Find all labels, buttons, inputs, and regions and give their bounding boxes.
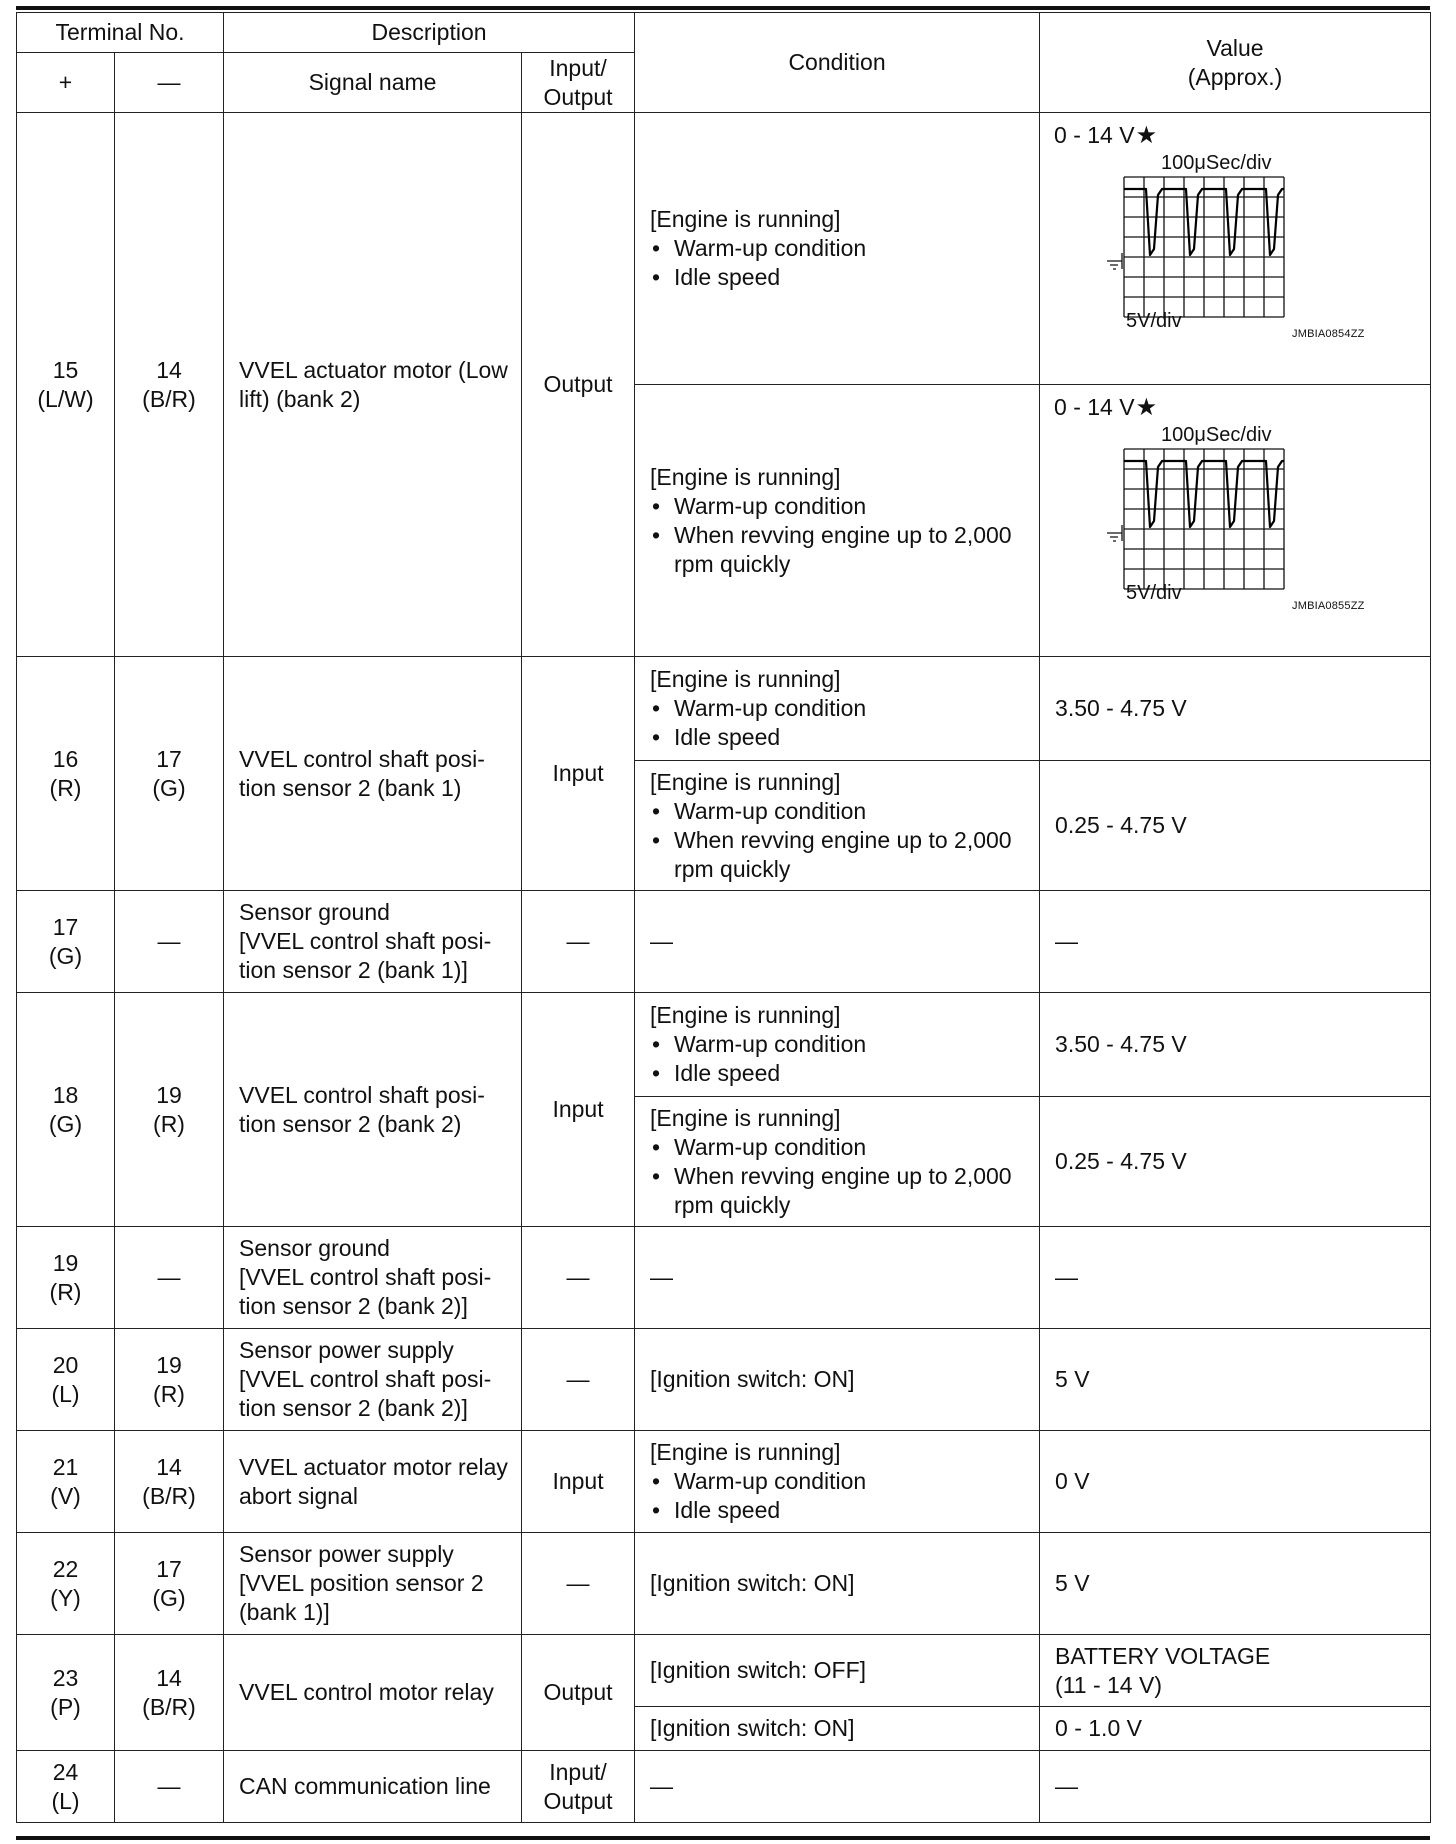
table-row xyxy=(17,1329,1431,1431)
condition-cell xyxy=(635,761,1040,891)
ground-symbol xyxy=(1107,253,1122,269)
condition-heading: [Engine is running] xyxy=(650,1002,841,1028)
io-type: — xyxy=(522,1329,635,1431)
condition-cell xyxy=(635,1329,1040,1431)
oscilloscope-figure xyxy=(1054,113,1394,343)
value-cell: 0 - 1.0 V xyxy=(1040,1707,1431,1751)
condition-cell xyxy=(635,993,1040,1097)
condition-text: [Ignition switch: OFF] xyxy=(650,1657,867,1683)
condition-heading: [Engine is running] xyxy=(650,666,841,692)
condition-text: [Ignition switch: ON] xyxy=(650,1715,855,1741)
terminal-minus: — xyxy=(115,1227,224,1329)
table-header xyxy=(17,13,1431,113)
terminal-minus: 14 (B/R) xyxy=(115,113,224,657)
condition-bullets xyxy=(650,694,1039,752)
terminal-minus: — xyxy=(115,1751,224,1823)
value-cell: 5 V xyxy=(1040,1533,1431,1635)
terminal-minus: 17 (G) xyxy=(115,1533,224,1635)
table-body xyxy=(17,113,1431,1823)
terminal-plus: 21 (V) xyxy=(17,1431,115,1533)
terminal-minus: — xyxy=(115,891,224,993)
condition-text: [Ignition switch: ON] xyxy=(650,1570,855,1596)
terminal-plus: 24 (L) xyxy=(17,1751,115,1823)
value-waveform-cell xyxy=(1040,385,1431,657)
value-cell: 3.50 - 4.75 V xyxy=(1040,657,1431,761)
condition-bullet: • When revving engine up to 2,000 rpm quickly xyxy=(650,826,1039,884)
condition-bullet: • Idle speed xyxy=(650,1496,1039,1525)
condition-cell xyxy=(635,891,1040,993)
condition-cell xyxy=(635,1227,1040,1329)
condition-heading: [Engine is running] xyxy=(650,768,841,795)
condition-bullet: • Warm-up condition xyxy=(650,492,1039,521)
terminal-plus: 18 (G) xyxy=(17,993,115,1227)
condition-bullet: • Warm-up condition xyxy=(650,694,1039,723)
signal-name: Sensor power supply [VVEL control shaft posi- tion sensor 2 (bank 2)] xyxy=(224,1329,522,1431)
io-type: Input xyxy=(522,993,635,1227)
condition-bullets xyxy=(650,234,1039,292)
condition-cell xyxy=(635,1635,1040,1707)
condition-cell xyxy=(635,1097,1040,1227)
table-row xyxy=(17,1751,1431,1823)
condition-bullets xyxy=(650,1133,1039,1220)
condition-text: — xyxy=(650,1773,674,1799)
ground-symbol xyxy=(1107,525,1122,541)
condition-heading: [Engine is running] xyxy=(650,1104,841,1131)
condition-cell xyxy=(635,1533,1040,1635)
terminal-minus: 14 (B/R) xyxy=(115,1431,224,1533)
table-row xyxy=(17,891,1431,993)
signal-name: Sensor power supply [VVEL position sensor 2 (bank 1)] xyxy=(224,1533,522,1635)
top-rule xyxy=(16,6,1430,10)
condition-bullets xyxy=(650,1030,1039,1088)
signal-name: VVEL control motor relay xyxy=(224,1635,522,1751)
io-type: Input xyxy=(522,657,635,891)
condition-bullet: • Warm-up condition xyxy=(650,1467,1039,1496)
oscilloscope-waveform xyxy=(1104,173,1294,319)
oscilloscope-waveform xyxy=(1104,445,1294,591)
terminal-plus: 23 (P) xyxy=(17,1635,115,1751)
terminal-plus: 17 (G) xyxy=(17,891,115,993)
header-minus: — xyxy=(115,53,224,113)
condition-bullet: • Warm-up condition xyxy=(650,797,1039,826)
star-icon: ★ xyxy=(1135,394,1158,421)
header-value: Value (Approx.) xyxy=(1040,13,1431,113)
value-cell: 5 V xyxy=(1040,1329,1431,1431)
condition-bullet: • Warm-up condition xyxy=(650,1030,1039,1059)
terminal-spec-table xyxy=(16,12,1431,1823)
io-type: Input/ Output xyxy=(522,1751,635,1823)
signal-name: Sensor ground [VVEL control shaft posi- tion sensor 2 (bank 1)] xyxy=(224,891,522,993)
table-row xyxy=(17,1635,1431,1707)
value-cell: BATTERY VOLTAGE (11 - 14 V) xyxy=(1040,1635,1431,1707)
table-row xyxy=(17,1227,1431,1329)
signal-name: VVEL control shaft posi- tion sensor 2 (bank 2) xyxy=(224,993,522,1227)
value-cell: — xyxy=(1040,1751,1431,1823)
io-type: — xyxy=(522,1533,635,1635)
star-icon: ★ xyxy=(1135,122,1158,149)
condition-text: [Ignition switch: ON] xyxy=(650,1366,855,1392)
header-condition: Condition xyxy=(635,13,1040,113)
header-plus: + xyxy=(17,53,115,113)
condition-bullet: • Idle speed xyxy=(650,723,1039,752)
condition-heading: [Engine is running] xyxy=(650,1439,841,1465)
table-row xyxy=(17,1533,1431,1635)
waveform-value xyxy=(1054,393,1157,422)
table-row xyxy=(17,1431,1431,1533)
condition-bullet: • Idle speed xyxy=(650,263,1039,292)
io-type: Output xyxy=(522,113,635,657)
io-type: — xyxy=(522,1227,635,1329)
value-cell: 0.25 - 4.75 V xyxy=(1040,761,1431,891)
value-cell: 0.25 - 4.75 V xyxy=(1040,1097,1431,1227)
signal-name: Sensor ground [VVEL control shaft posi- tion sensor 2 (bank 2)] xyxy=(224,1227,522,1329)
oscilloscope-figure xyxy=(1054,385,1394,615)
condition-bullet: • When revving engine up to 2,000 rpm quickly xyxy=(650,1162,1039,1220)
condition-heading: [Engine is running] xyxy=(650,206,841,232)
volt-division-label: 5V/div xyxy=(1126,582,1182,604)
condition-bullets xyxy=(650,1467,1039,1525)
waveform-value-text: 0 - 14 V xyxy=(1054,122,1135,148)
condition-heading: [Engine is running] xyxy=(650,463,841,490)
figure-id: JMBIA0854ZZ xyxy=(1292,328,1365,340)
condition-bullet: • Warm-up condition xyxy=(650,234,1039,263)
terminal-minus: 19 (R) xyxy=(115,993,224,1227)
waveform-value xyxy=(1054,121,1157,150)
condition-bullets xyxy=(650,492,1039,579)
value-cell: 3.50 - 4.75 V xyxy=(1040,993,1431,1097)
header-description: Description xyxy=(224,13,635,53)
io-type: — xyxy=(522,891,635,993)
terminal-plus: 15 (L/W) xyxy=(17,113,115,657)
terminal-plus: 16 (R) xyxy=(17,657,115,891)
waveform-value-text: 0 - 14 V xyxy=(1054,394,1135,420)
signal-name: VVEL actuator motor relay abort signal xyxy=(224,1431,522,1533)
bottom-rule xyxy=(16,1836,1430,1840)
condition-cell xyxy=(635,385,1040,657)
value-waveform-cell xyxy=(1040,113,1431,385)
condition-cell xyxy=(635,1707,1040,1751)
scope-grid xyxy=(1124,449,1284,589)
terminal-minus: 14 (B/R) xyxy=(115,1635,224,1751)
signal-name: VVEL control shaft posi- tion sensor 2 (bank 1) xyxy=(224,657,522,891)
value-cell: — xyxy=(1040,1227,1431,1329)
condition-bullets xyxy=(650,797,1039,884)
terminal-minus: 19 (R) xyxy=(115,1329,224,1431)
signal-name: VVEL actuator motor (Low lift) (bank 2) xyxy=(224,113,522,657)
condition-cell xyxy=(635,1431,1040,1533)
table-row xyxy=(17,657,1431,761)
signal-name: CAN communication line xyxy=(224,1751,522,1823)
header-terminal-no: Terminal No. xyxy=(17,13,224,53)
time-division-label: 100μSec/div xyxy=(1161,152,1272,174)
condition-cell xyxy=(635,1751,1040,1823)
figure-id: JMBIA0855ZZ xyxy=(1292,600,1365,612)
condition-bullet: • Idle speed xyxy=(650,1059,1039,1088)
condition-bullet: • When revving engine up to 2,000 rpm quickly xyxy=(650,521,1039,579)
scope-grid xyxy=(1124,177,1284,317)
condition-bullet: • Warm-up condition xyxy=(650,1133,1039,1162)
table-row xyxy=(17,993,1431,1097)
terminal-plus: 20 (L) xyxy=(17,1329,115,1431)
condition-cell xyxy=(635,113,1040,385)
time-division-label: 100μSec/div xyxy=(1161,424,1272,446)
terminal-minus: 17 (G) xyxy=(115,657,224,891)
condition-cell xyxy=(635,657,1040,761)
condition-text: — xyxy=(650,1264,674,1290)
header-io: Input/ Output xyxy=(522,53,635,113)
terminal-plus: 19 (R) xyxy=(17,1227,115,1329)
value-cell: 0 V xyxy=(1040,1431,1431,1533)
io-type: Output xyxy=(522,1635,635,1751)
header-signal-name: Signal name xyxy=(224,53,522,113)
value-cell: — xyxy=(1040,891,1431,993)
table-row xyxy=(17,113,1431,385)
io-type: Input xyxy=(522,1431,635,1533)
condition-text: — xyxy=(650,928,674,954)
volt-division-label: 5V/div xyxy=(1126,310,1182,332)
terminal-plus: 22 (Y) xyxy=(17,1533,115,1635)
